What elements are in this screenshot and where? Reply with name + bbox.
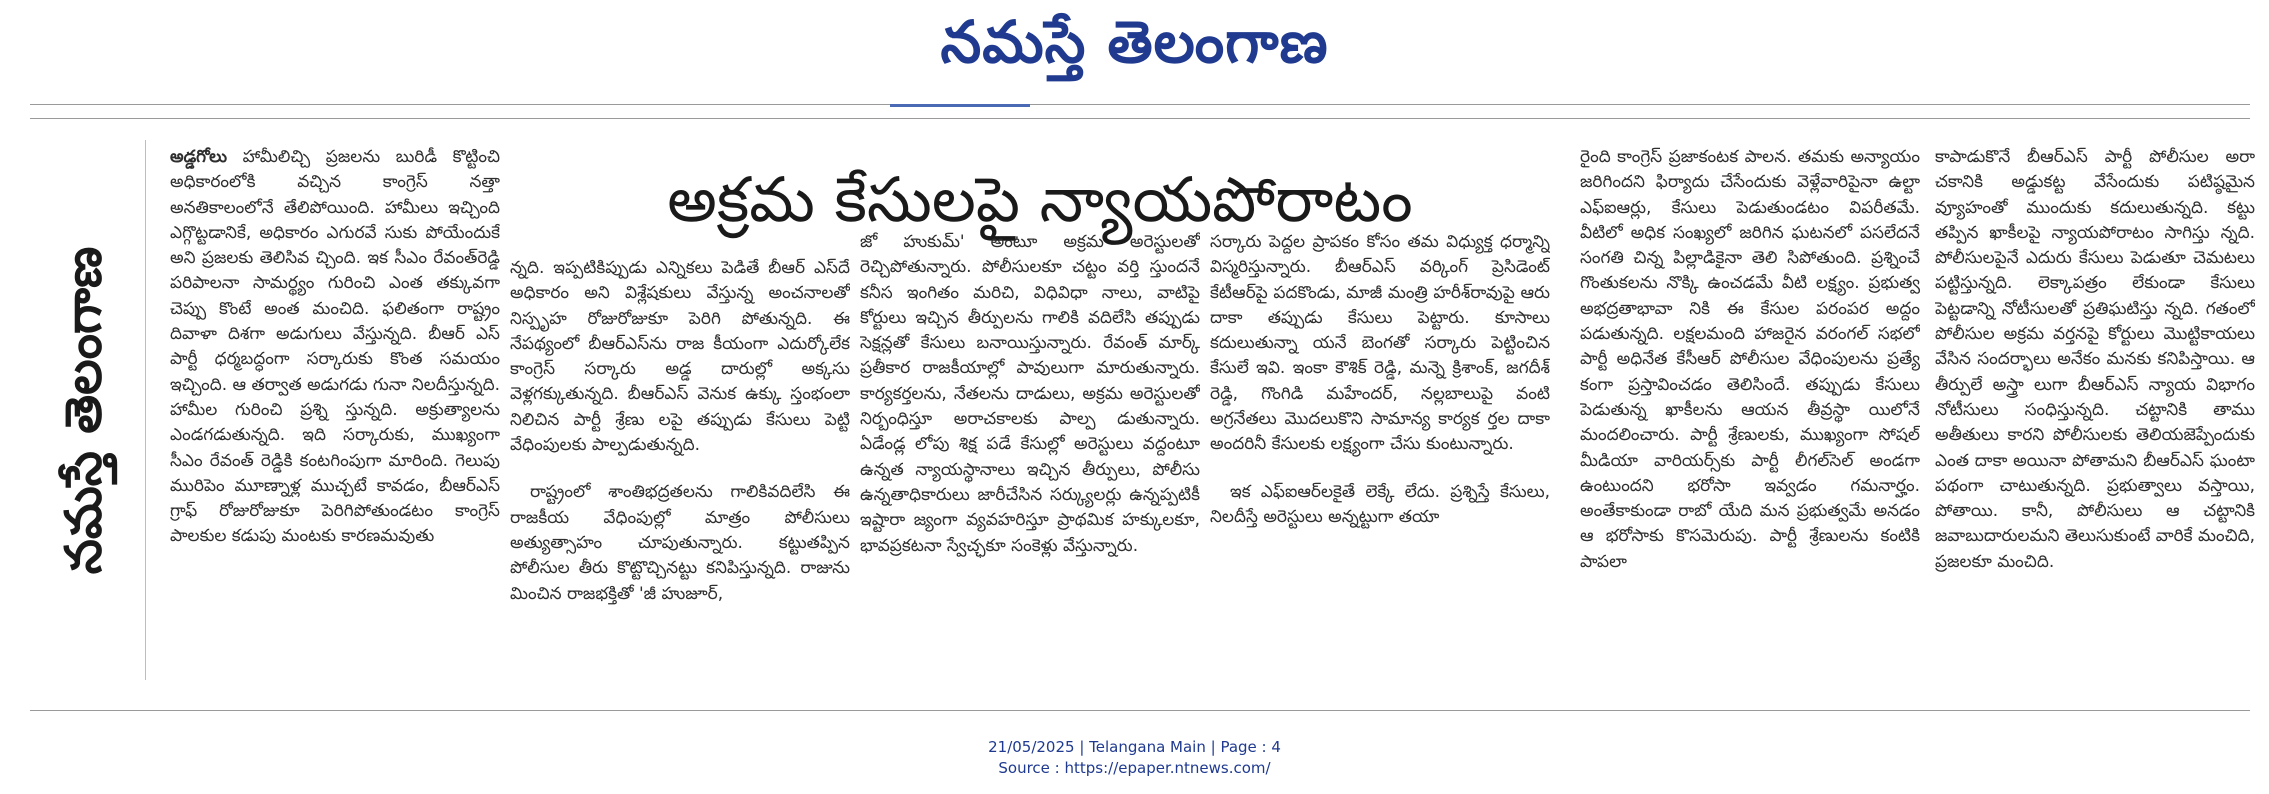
header-divider-lower (30, 118, 2250, 119)
article-paragraph: కాపాడుకొనే బీఆర్ఎస్ పార్టీ పోలీసుల అరా చకానికి అడ్డుకట్ట వేసేందుకు పటిష్ఠమైన వ్యూహంతో ముందుకు కదులుతున్నది. కట్టు తప్పిన ఖాకీలపై న్యాయపోరాటం సాగిస్తు న్నది. పోలీసులపైనే ఎదురు కేసులు పెడుతూ చెమటలు పట్టిస్తున్నది. లెక్కాపత్రం లేకుండా కేసులు పెట్టడాన్ని నోటీసులతో ప్రతిఘటిస్తు న్నది. గతంలో పోలీసుల అక్రమ వర్తనపై కోర్టులు మొట్టికాయలు వేసిన సందర్భాలు అనేకం మనకు కనిపిస్తాయి. ఆ తీర్పులే అస్త్రా లుగా బీఆర్ఎస్ న్యాయ విభాగం నోటీసులు సంధిస్తున్నది. చట్టానికి తాము అతీతులు కారని పోలీసులకు తెలియజెప్పేందుకు ఎంత దాకా అయినా పోతామని బీఆర్ఎస్ ఘంటా పథంగా చాటుతున్నది. ప్రభుత్వాలు వస్తాయి, పోతాయి. కానీ, పోలీసులు ఆ చట్టానికి జవాబుదారులమని తెలుసుకుంటే వారికే మంచిది, ప్రజలకూ మంచిది. (1935, 147, 2255, 572)
lead-word: అడ్డగోలు (170, 147, 228, 167)
masthead (0, 0, 2269, 90)
footer-date-edition-page: 21/05/2025 | Telangana Main | Page : 4 (988, 738, 1281, 756)
footer-divider (30, 710, 2250, 711)
brand-column-divider (145, 140, 146, 680)
newspaper-logo: నమస్తే తెలంగాణ (940, 8, 1329, 76)
header-accent-bar (890, 104, 1030, 107)
article-column-5 (1580, 145, 1920, 685)
header-divider (30, 104, 2250, 105)
article-column-4 (1210, 230, 1550, 686)
article-column-6 (1935, 145, 2255, 685)
vertical-brand-logo (45, 140, 135, 680)
article-paragraph: రాష్ట్రంలో శాంతిభద్రతలను గాలికివదిలేసి ఈ రాజకీయ వేధింపుల్లో మాత్రం పోలీసులు అత్యుత్సాహం చూపుతున్నారు. కట్టుతప్పిన పోలీసుల తీరు కొట్టొచ్చినట్టు కనిపిస్తున్నది. రాజును మించిన రాజభక్తితో 'జీ హుజూర్, (510, 482, 850, 604)
article-paragraph: ఇక ఎఫ్ఐఆర్‌లకైతే లెక్కే లేదు. ప్రశ్నిస్తే కేసులు, నిలదీస్తే అరెస్టులు అన్నట్టుగా తయా (1210, 481, 1550, 527)
article-paragraph (170, 145, 500, 550)
article-headline: అక్రమ కేసులపై న్యాయపోరాటం (667, 163, 1413, 236)
article-paragraph: జో హుకుమ్' అంటూ అక్రమ అరెస్టులతో రెచ్చిపోతున్నారు. పోలీసులకూ చట్టం వర్తి స్తుందనే కనీస ఇంగితం మరిచి, విధివిధా నాలు, వాటిపై కోర్టులు ఇచ్చిన తీర్పులను గాలికి వదిలేసి తప్పుడు సెక్షన్లతో కేసులు బనాయిస్తున్నారు. రేవంత్ మార్క్ ప్రతీకార రాజకీయాల్లో పావులుగా మారుతున్నారు. కార్యకర్తలను, నేతలను దాడులు, అక్రమ అరెస్టులతో నిర్బంధిస్తూ అరాచకాలకు పాల్ప డుతున్నారు. ఏడేండ్ల లోపు శిక్ష పడే కేసుల్లో అరెస్టులు వద్దంటూ ఉన్నత న్యాయస్థానాలు ఇచ్చిన తీర్పులు, పోలీసు ఉన్నతాధికారులు జారీచేసిన సర్క్యులర్లు ఉన్నప్పటికీ ఇష్టారా జ్యంగా వ్యవహరిస్తూ ప్రాథమిక హక్కులకూ, భావప్రకటనా స్వేచ్ఛకూ సంకెళ్లు వేస్తున్నారు. (860, 232, 1200, 556)
article-paragraph: సర్కారు పెద్దల ప్రాపకం కోసం తమ విధ్యుక్త ధర్మాన్ని విస్మరిస్తున్నారు. బీఆర్ఎస్ వర్కింగ్ ప్రెసిడెంట్ కేటీఆర్‌పై పదకొండు, మాజీ మంత్రి హరీశ్‌రావుపై ఆరు దాకా తప్పుడు కేసులు పెట్టారు. కూసాలు కదులుతున్నా యనే బెంగతో సర్కారు పెట్టించిన కేసులే ఇవి. ఇంకా కౌశిక్ రెడ్డి, మన్నె క్రిశాంక్, జగదీశ్ రెడ్డి, గొంగిడి మహేందర్, నల్లబాలుపై వంటి అగ్రనేతలు మొదలుకొని సామాన్య కార్యక ర్తల దాకా అందరినీ కేసులకు లక్ష్యంగా చేసు కుంటున్నారు. (1210, 232, 1550, 455)
article-column-2 (510, 256, 850, 686)
vertical-brand-text: నమస్తే తెలంగాణ (54, 246, 113, 574)
article-column-3 (860, 230, 1200, 686)
article-paragraph: న్నది. ఇప్పటికిప్పుడు ఎన్నికలు పెడితే బీఆర్ ఎస్‌దే అధికారం అని విశ్లేషకులు వేస్తున్న అంచనాలతో నిస్పృహ రోజురోజుకూ పెరిగి పోతున్నది. ఈ నేపథ్యంలో బీఆర్ఎస్‌ను రాజ కీయంగా ఎదుర్కోలేక కాంగ్రెస్ సర్కారు అడ్డ దారుల్లో అక్కసు వెళ్లగక్కుతున్నది. బీఆర్ఎస్ వెనుక ఉక్కు స్తంభంలా నిలిచిన పార్టీ శ్రేణు లపై తప్పుడు కేసులు పెట్టి వేధింపులకు పాల్పడుతున్నది. (510, 258, 850, 456)
article-column-1 (170, 145, 500, 685)
paragraph-text: హామీలిచ్చి ప్రజలను బురిడీ కొట్టించి అధికారంలోకి వచ్చిన కాంగ్రెస్ నత్తా అనతికాలంలోనే తేలిపోయింది. హామీలు ఇచ్చింది ఎగ్గొట్టడానికే, అధికారం ఎగురవే సుకు పోయేందుకే అని ప్రజలకు తెలిసివ చ్చింది. ఇక సీఎం రేవంత్‌రెడ్డి పరిపాలనా సామర్థ్యం గురించి ఎంత తక్కువగా చెప్పు కొంటే అంత మంచిది. ఫలితంగా రాష్ట్రం దివాళా దిశగా అడుగులు వేస్తున్నది. బీఆర్ ఎస్ పార్టీ ధర్మబద్ధంగా సర్కారుకు కొంత సమయం ఇచ్చింది. ఆ తర్వాత అడుగడు గునా నిలదీస్తున్నది. హామీల గురించి ప్రశ్ని స్తున్నది. అక్రుత్యాలను ఎండగడుతున్నది. ఇది సర్కారుకు, ముఖ్యంగా సీఎం రేవంత్ రెడ్డికి కంటగింపుగా మారింది. గెలుపు మురిపెం మూణ్నాళ్ల ముచ్చటే కావడం, బీఆర్ఎస్ గ్రాఫ్ రోజురోజుకూ పెరిగిపోతుండటం కాంగ్రెస్ పాలకుల కడుపు మంటకు కారణమవుతు (170, 147, 500, 547)
article-paragraph: రైంది కాంగ్రెస్ ప్రజాకంటక పాలన. తమకు అన్యాయం జరిగిందని ఫిర్యాదు చేసేందుకు వెళ్లేవారిపైనా ఉల్టా ఎఫ్ఐఆర్లు, కేసులు పెడుతుండటం విపరీతమే. వీటిలో అధిక సంఖ్యలో జరిగిన ఘటనలో పసలేదనే సంగతి చిన్న పిల్లాడికైనా తెలి సిపోతుంది. ప్రశ్నించే గొంతుకలను నొక్కి ఉంచడమే వీటి లక్ష్యం. ప్రభుత్వ అభద్రతాభావా నికి ఈ కేసుల పరంపర అద్దం పడుతున్నది. లక్షలమంది హాజరైన వరంగల్ సభలో పార్టీ అధినేత కేసీఆర్ పోలీసుల వేధింపులను ప్రత్యే కంగా ప్రస్తావించడం తెలిసిందే. తప్పుడు కేసులు పెడుతున్న ఖాకీలను ఆయన తీవ్రస్థా యిలోనే మందలించారు. పార్టీ శ్రేణులకు, ముఖ్యంగా సోషల్ మీడియా వారియర్స్‌కు పార్టీ లీగల్‌సెల్ అండగా ఉంటుందని భరోసా ఇవ్వడం గమనార్హం. అంతేకాకుండా రాబో యేది మన ప్రభుత్వమే అనడం ఆ భరోసాకు కొసమెరుపు. పార్టీ శ్రేణులను కంటికి పాపలా (1580, 147, 1920, 572)
footer-source-link[interactable]: Source : https://epaper.ntnews.com/ (998, 759, 1271, 777)
